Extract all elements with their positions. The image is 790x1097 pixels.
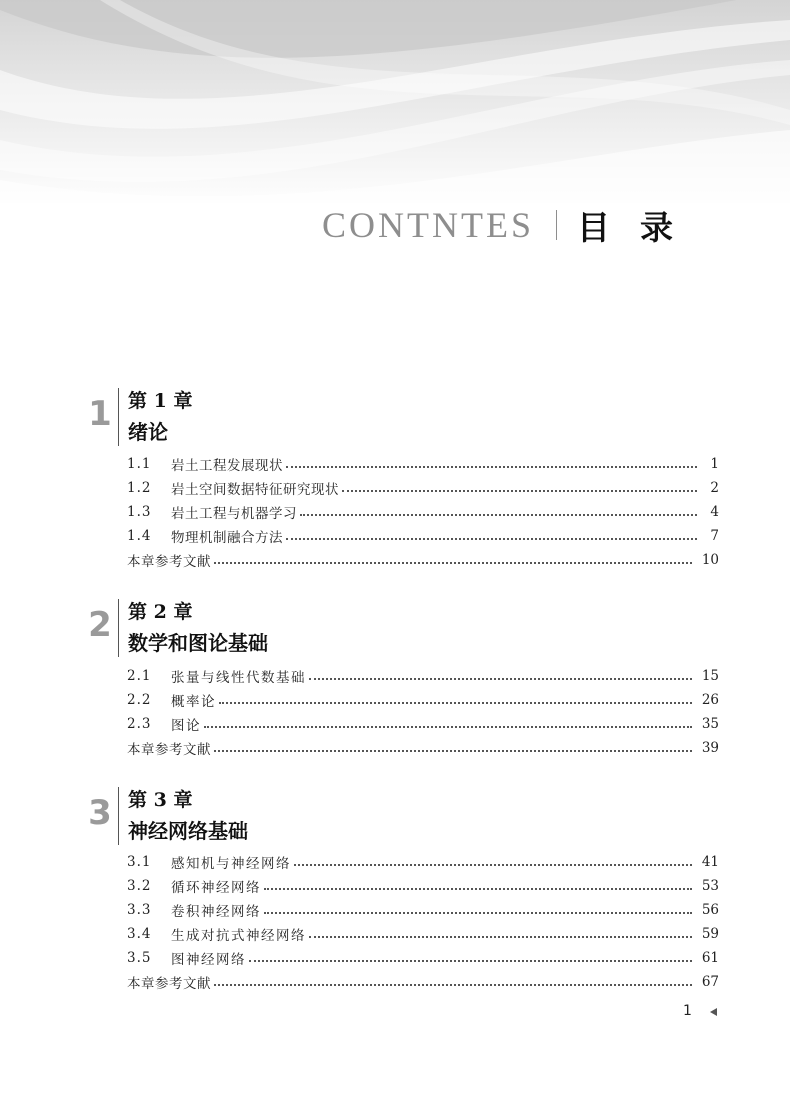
toc-entry[interactable] xyxy=(127,664,719,688)
toc-entry-page: 61 xyxy=(701,950,719,966)
dot-leader xyxy=(294,864,692,866)
toc-entry-number: 2.1 xyxy=(127,668,152,684)
toc-entry-page: 26 xyxy=(701,692,719,708)
toc-entry-title: 图神经网络 xyxy=(171,952,246,968)
toc-references[interactable] xyxy=(127,736,719,760)
dot-leader xyxy=(249,960,692,962)
dot-leader xyxy=(214,750,692,752)
toc-entry-number: 1.4 xyxy=(127,528,152,544)
chapter-label: 第 3 章 xyxy=(128,789,193,811)
toc-entry[interactable] xyxy=(127,476,719,500)
references-page: 39 xyxy=(701,740,719,756)
toc-entry-page: 35 xyxy=(701,716,719,732)
toc-entry[interactable] xyxy=(127,452,719,476)
dot-leader xyxy=(264,912,692,914)
toc-entry-number: 2.3 xyxy=(127,716,152,732)
title-divider xyxy=(556,210,557,240)
chapter-title: 数学和图论基础 xyxy=(128,631,268,655)
toc-entry-number: 3.5 xyxy=(127,950,152,966)
page-arrow-icon xyxy=(710,1008,717,1016)
header-swoosh-background xyxy=(0,0,790,210)
dot-leader xyxy=(309,678,692,680)
toc-entry-page: 7 xyxy=(710,528,719,544)
chapter-label: 第 1 章 xyxy=(128,390,193,412)
dot-leader xyxy=(286,538,697,540)
chapter-title: 绪论 xyxy=(128,420,168,444)
dot-leader xyxy=(342,490,697,492)
references-label: 本章参考文献 xyxy=(127,976,211,992)
toc-entry-number: 1.1 xyxy=(127,456,152,472)
toc-entry[interactable] xyxy=(127,712,719,736)
chapter-number: 2 xyxy=(88,605,112,645)
chapter-divider xyxy=(118,388,119,446)
chapter-label: 第 2 章 xyxy=(128,601,193,623)
dot-leader xyxy=(309,936,692,938)
toc-entry-title: 岩土空间数据特征研究现状 xyxy=(171,482,339,498)
toc-list-chapter-2 xyxy=(127,664,719,760)
toc-entry-page: 41 xyxy=(701,854,719,870)
references-label: 本章参考文献 xyxy=(127,554,211,570)
dot-leader xyxy=(219,702,692,704)
toc-entry[interactable] xyxy=(127,524,719,548)
toc-entry-page: 1 xyxy=(710,456,719,472)
toc-references[interactable] xyxy=(127,970,719,994)
toc-entry[interactable] xyxy=(127,500,719,524)
references-page: 67 xyxy=(701,974,719,990)
toc-entry[interactable] xyxy=(127,874,719,898)
toc-entry-title: 张量与线性代数基础 xyxy=(171,670,306,686)
toc-entry-title: 概率论 xyxy=(171,694,216,710)
toc-entry-page: 15 xyxy=(701,668,719,684)
title-english: CONTNTES xyxy=(322,205,534,245)
dot-leader xyxy=(286,466,697,468)
toc-entry-number: 1.3 xyxy=(127,504,152,520)
toc-entry-title: 物理机制融合方法 xyxy=(171,530,283,546)
chapter-number: 1 xyxy=(88,394,112,434)
chapter-divider xyxy=(118,787,119,845)
page-title xyxy=(322,200,703,250)
toc-entry[interactable] xyxy=(127,850,719,874)
toc-entry-number: 3.1 xyxy=(127,854,152,870)
toc-entry-title: 卷积神经网络 xyxy=(171,904,261,920)
chapter-divider xyxy=(118,599,119,657)
chapter-title: 神经网络基础 xyxy=(128,819,248,843)
toc-entry-title: 岩土工程与机器学习 xyxy=(171,506,297,522)
page-number: 1 xyxy=(683,1003,692,1019)
dot-leader xyxy=(214,562,692,564)
references-page: 10 xyxy=(701,552,719,568)
toc-entry-page: 53 xyxy=(701,878,719,894)
toc-list-chapter-1 xyxy=(127,452,719,572)
toc-list-chapter-3 xyxy=(127,850,719,994)
dot-leader xyxy=(300,514,697,516)
toc-entry-title: 图论 xyxy=(171,718,201,734)
dot-leader xyxy=(204,726,692,728)
dot-leader xyxy=(214,984,692,986)
references-label: 本章参考文献 xyxy=(127,742,211,758)
toc-entry-page: 4 xyxy=(710,504,719,520)
toc-entry-number: 2.2 xyxy=(127,692,152,708)
toc-entry[interactable] xyxy=(127,688,719,712)
toc-entry[interactable] xyxy=(127,922,719,946)
toc-entry[interactable] xyxy=(127,898,719,922)
toc-entry-title: 循环神经网络 xyxy=(171,880,261,896)
toc-references[interactable] xyxy=(127,548,719,572)
toc-entry-number: 3.3 xyxy=(127,902,152,918)
toc-entry-title: 生成对抗式神经网络 xyxy=(171,928,306,944)
toc-entry[interactable] xyxy=(127,946,719,970)
toc-entry-page: 56 xyxy=(701,902,719,918)
toc-entry-number: 3.2 xyxy=(127,878,152,894)
dot-leader xyxy=(264,888,692,890)
toc-entry-page: 59 xyxy=(701,926,719,942)
toc-entry-title: 感知机与神经网络 xyxy=(171,856,291,872)
toc-entry-page: 2 xyxy=(710,480,719,496)
toc-entry-number: 3.4 xyxy=(127,926,152,942)
title-chinese: 目录 xyxy=(577,207,703,247)
toc-entry-number: 1.2 xyxy=(127,480,152,496)
chapter-number: 3 xyxy=(88,793,112,833)
toc-entry-title: 岩土工程发展现状 xyxy=(171,458,283,474)
